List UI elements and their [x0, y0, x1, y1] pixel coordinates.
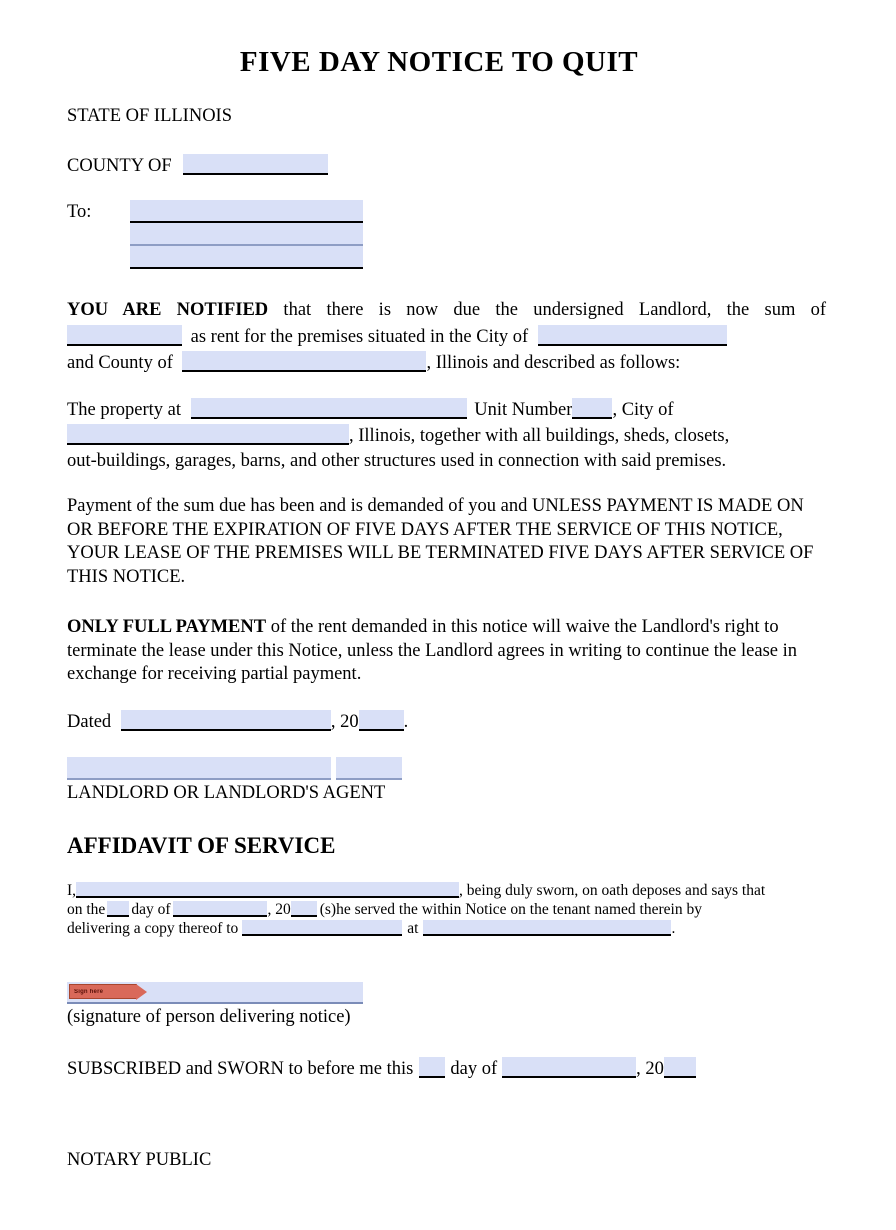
signature-row	[67, 982, 363, 1004]
notified-lead: YOU ARE NOTIFIED	[67, 300, 269, 320]
notified-line-1	[67, 299, 826, 323]
affidavit-line-3	[67, 919, 826, 938]
affidavit-heading: AFFIDAVIT OF SERVICE	[67, 833, 336, 858]
dated-period: .	[403, 712, 409, 732]
county-line	[67, 154, 328, 178]
notary-month-field[interactable]	[502, 1057, 636, 1078]
recipient-line-2-field[interactable]	[130, 223, 363, 246]
only-full-payment-paragraph	[67, 616, 826, 687]
notified-line-3	[67, 351, 826, 375]
property-text-1: The property at	[67, 400, 182, 420]
notary-year-field[interactable]	[664, 1057, 696, 1078]
recipient-fields	[130, 200, 363, 269]
dated-line	[67, 710, 408, 734]
property-line-3	[67, 450, 826, 473]
notified-text-4: , Illinois and described as follows:	[426, 352, 681, 373]
notary-public-label: NOTARY PUBLIC	[67, 1150, 212, 1170]
delivered-at-field[interactable]	[423, 920, 671, 936]
affidavit-text-at: at	[407, 920, 419, 937]
property-city-label: , City of	[612, 400, 674, 420]
state-label: STATE OF ILLINOIS	[67, 106, 233, 126]
property-block	[67, 398, 826, 473]
notary-day-field[interactable]	[419, 1057, 445, 1078]
signature-block	[67, 982, 363, 1028]
recipient-block	[67, 200, 363, 269]
subscribed-text-b: day of	[450, 1059, 498, 1079]
affidavit-heading-block	[67, 833, 335, 859]
city-of-field[interactable]	[538, 325, 727, 346]
affidavit-year-field[interactable]	[291, 901, 317, 917]
notified-block	[67, 299, 826, 375]
notified-text-1: that there is now due the undersigned Landlord, the sum of	[268, 300, 827, 320]
delivered-to-field[interactable]	[242, 920, 402, 936]
affidavit-i-label: I,	[67, 882, 77, 899]
county-of-field[interactable]	[183, 154, 328, 175]
page-title: FIVE DAY NOTICE TO QUIT	[239, 46, 639, 78]
subscribed-text-c: , 20	[636, 1059, 664, 1079]
recipient-line-1-field[interactable]	[130, 200, 363, 223]
sign-here-tag-icon[interactable]	[69, 984, 137, 999]
affiant-name-field[interactable]	[76, 882, 459, 898]
dated-label: Dated	[67, 712, 112, 732]
state-line	[67, 105, 232, 128]
property-address-field[interactable]	[191, 398, 467, 419]
affidavit-text-delivering: delivering a copy thereof to	[67, 920, 239, 937]
unit-number-label: Unit Number	[474, 400, 573, 420]
property-line-1	[67, 398, 826, 422]
affidavit-line-1	[67, 881, 826, 900]
recipient-line-3-field[interactable]	[130, 246, 363, 269]
notified-text-2: as rent for the premises situated in the City of	[190, 326, 529, 347]
property-city-field[interactable]	[67, 424, 349, 445]
only-full-payment-lead: ONLY FULL PAYMENT	[67, 617, 267, 637]
landlord-block	[67, 757, 402, 804]
property-text-2: , Illinois, together with all buildings, sheds, closets,	[349, 426, 730, 446]
subscribed-line	[67, 1057, 696, 1081]
affidavit-day-field[interactable]	[107, 901, 129, 917]
payment-demand-block	[67, 495, 826, 589]
payment-demand-paragraph: Payment of the sum due has been and is demanded of you and UNLESS PAYMENT IS MADE ON OR BEFORE THE EXPIRATION OF FIVE DAYS AFTER THE SERVICE OF THIS NOTICE, YOUR LEASE OF THE PREMISES WILL BE TERMINATED FIVE DAYS AFTER SERVICE OF THIS NOTICE.	[67, 496, 814, 587]
notary-block	[67, 1150, 211, 1171]
affidavit-month-field[interactable]	[173, 901, 267, 917]
notified-text-3: and County of	[67, 352, 173, 373]
affidavit-text-period: .	[671, 920, 676, 937]
county-label: COUNTY OF	[67, 156, 172, 176]
signature-caption: (signature of person delivering notice)	[67, 1007, 351, 1027]
property-text-3: out-buildings, garages, barns, and other structures used in connection with said premises.	[67, 451, 727, 471]
landlord-extra-field[interactable]	[336, 757, 402, 780]
landlord-fields-row	[67, 757, 402, 781]
landlord-caption: LANDLORD OR LANDLORD'S AGENT	[67, 783, 386, 803]
property-line-2	[67, 424, 826, 448]
only-full-payment-text: of the rent demanded in this notice will waive the Landlord's right to terminate the lease under this Notice, unless the Landlord agrees in writing to continue the lease in exchange for receiving partial payment.	[67, 617, 798, 684]
sum-of-field[interactable]	[67, 325, 182, 346]
affidavit-text-day-of: day of	[131, 901, 171, 918]
county-of-2-field[interactable]	[182, 351, 426, 372]
landlord-name-field[interactable]	[67, 757, 331, 780]
affidavit-text-on-the: on the	[67, 901, 106, 918]
dated-year-prefix: , 20	[330, 712, 359, 732]
notified-line-2	[67, 325, 826, 349]
affidavit-line-2	[67, 900, 826, 919]
sign-here-label: Sign here	[74, 988, 104, 995]
unit-number-field[interactable]	[572, 398, 612, 419]
dated-year-field[interactable]	[359, 710, 404, 731]
dated-date-field[interactable]	[121, 710, 331, 731]
affidavit-line-1-tail: , being duly sworn, on oath deposes and says that	[459, 882, 766, 899]
only-full-payment-block	[67, 616, 826, 687]
affidavit-text-year: , 20	[267, 901, 291, 918]
affidavit-text-served: (s)he served the within Notice on the tenant named therein by	[319, 901, 702, 918]
subscribed-text-a: SUBSCRIBED and SWORN to before me this	[67, 1059, 414, 1079]
affidavit-body	[67, 881, 826, 938]
to-label: To:	[67, 202, 92, 222]
